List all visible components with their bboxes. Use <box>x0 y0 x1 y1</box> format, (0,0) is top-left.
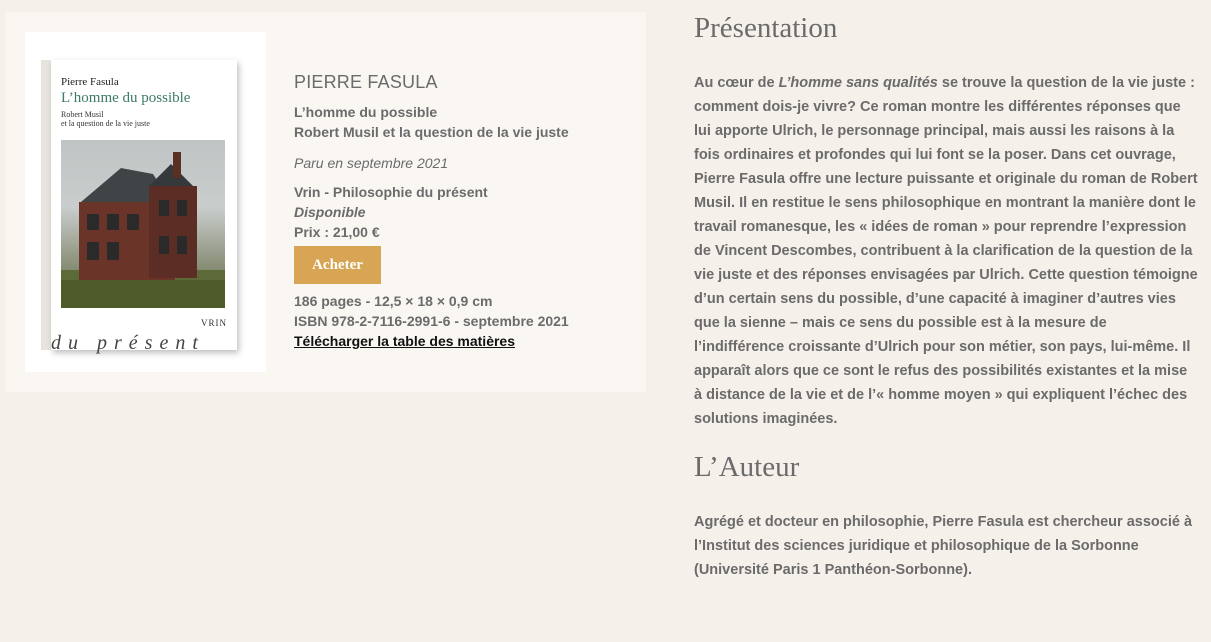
cover-author: Pierre Fasula <box>61 76 119 88</box>
cover-photo-house <box>61 140 225 308</box>
book-info <box>294 72 634 351</box>
presentation-text <box>694 71 1198 431</box>
description-column <box>694 12 1198 582</box>
price: Prix : 21,00 € <box>294 224 380 240</box>
book-front <box>51 60 237 354</box>
book-author[interactable]: PIERRE FASULA <box>294 72 438 92</box>
cover-subtitle-line1: Robert Musil <box>61 110 104 119</box>
presentation-text-italic: L’homme sans qualités <box>778 75 938 91</box>
book-title: L’homme du possible <box>294 104 438 120</box>
publication-date: Paru en septembre 2021 <box>294 155 449 171</box>
cover-subtitle-line2: et la question de la vie juste <box>61 119 150 128</box>
author-heading: L’Auteur <box>694 451 800 483</box>
book-cover-image <box>41 60 237 354</box>
presentation-heading: Présentation <box>694 12 838 44</box>
cover-publisher: VRIN <box>201 318 227 328</box>
book-card <box>5 12 646 392</box>
presentation-text-start: Au cœur de <box>694 75 779 91</box>
presentation-text-rest: se trouve la question de la vie juste : comment dois-je vivre? Ce roman montre les différentes réponses que lui apporte Ulrich, le personnage principal, mais aussi les raisons à la fois ordinaires et profondes qui lui font se la poser. Dans cet ouvrage, Pierre Fasula offre une lecture puissante et originale du roman de Robert Musil. Il en restitue le sens philosophique en montrant la manière dont le travail romanesque, les « idées de roman » pour reprendre l’expression de Vincent Descombes, contribuent à la clarification de la question de la vie juste et des réponses envisagées par Ulrich. Cette question témoigne d’un certain sens du possible, d’une capacité à imaginer d’autres vies que la sienne – mais ce sens du possible est à la mesure de l’indifférence croissante d’Ulrich pour son métier, son pays, lui-même. Il apparaît alors que ce sont le refus des possibilités existantes et la mise à distance de la vie et de l’« homme moyen » qui expliquent l’échec des solutions imaginées. <box>694 75 1198 427</box>
book-details: 186 pages - 12,5 × 18 × 0,9 cm <box>294 293 493 309</box>
author-text: Agrégé et docteur en philosophie, Pierre Fasula est chercheur associé à l’Institut des sciences juridique et philosophique de la Sorbonne (Université Paris 1 Panthéon-Sorbonne). <box>694 514 1193 578</box>
book-cover[interactable] <box>25 32 266 372</box>
cover-collection: du présent <box>51 332 205 354</box>
cover-subtitle <box>61 110 221 128</box>
buy-button[interactable]: Acheter <box>294 246 381 284</box>
availability-status: Disponible <box>294 204 366 220</box>
publisher-collection: Vrin - Philosophie du présent <box>294 184 488 200</box>
cover-title: L’homme du possible <box>61 90 191 106</box>
isbn: ISBN 978-2-7116-2991-6 - septembre 2021 <box>294 313 569 329</box>
download-toc-link[interactable]: Télécharger la table des matières <box>294 333 515 349</box>
book-subtitle: Robert Musil et la question de la vie juste <box>294 124 569 140</box>
